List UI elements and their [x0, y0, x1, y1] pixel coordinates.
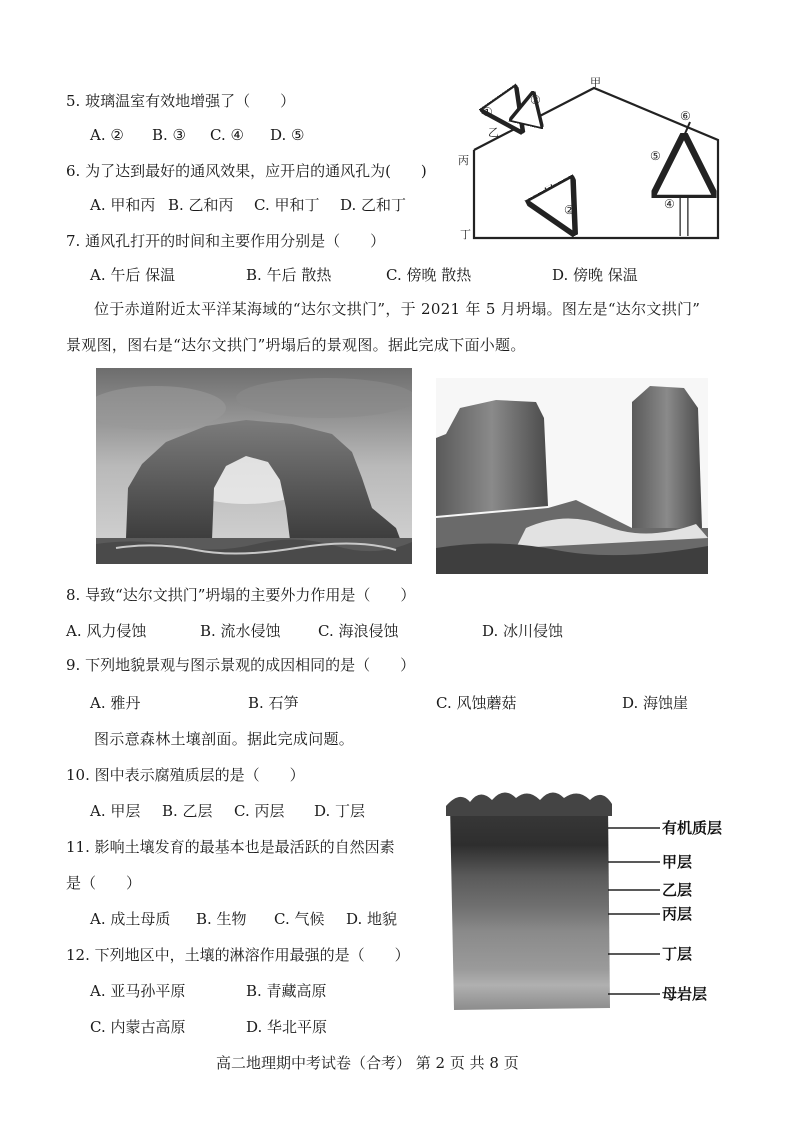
q7-option-a: A. 午后 保温	[90, 266, 176, 284]
soil-label-ding: 丁层	[662, 945, 693, 963]
page-footer: 高二地理期中考试卷（合考） 第 2 页 共 8 页	[216, 1054, 519, 1072]
q10-option-b: B. 乙层	[162, 802, 213, 820]
q9-stem: 9. 下列地貌景观与图示景观的成因相同的是（ ）	[66, 656, 416, 674]
q5-option-d: D. ⑤	[270, 126, 305, 144]
grass-top	[446, 792, 612, 816]
label-ding: 丁	[460, 228, 471, 241]
label-arrow-5: ⑤	[650, 149, 661, 163]
q10-option-a: A. 甲层	[90, 802, 141, 820]
q5-stem: 5. 玻璃温室有效地增强了（ ）	[66, 92, 296, 110]
label-jia: 甲	[590, 76, 601, 89]
soil-label-bing: 丙层	[662, 905, 693, 923]
q11-option-b: B. 生物	[196, 910, 247, 928]
q11-option-c: C. 气候	[274, 910, 325, 928]
q8-stem: 8. 导致“达尔文拱门”坍塌的主要外力作用是（ ）	[66, 586, 416, 604]
q5-option-c: C. ④	[210, 126, 244, 144]
arch-before-photo	[96, 368, 412, 564]
label-arrow-2: ②	[564, 203, 575, 217]
arch-after-photo	[436, 378, 708, 574]
q12-stem: 12. 下列地区中，土壤的淋溶作用最强的是（ ）	[66, 946, 410, 964]
q6-option-c: C. 甲和丁	[254, 196, 320, 214]
q7-option-c: C. 傍晚 散热	[386, 266, 472, 284]
label-arrow-1: ①	[482, 105, 493, 119]
q10-option-d: D. 丁层	[314, 802, 366, 820]
soil-label-bedrock: 母岩层	[662, 985, 708, 1003]
q9-option-c: C. 风蚀蘑菇	[436, 694, 517, 712]
q12-option-d: D. 华北平原	[246, 1018, 328, 1036]
greenhouse-diagram	[456, 76, 726, 248]
soil-label-organic: 有机质层	[662, 819, 723, 837]
label-arrow-4: ④	[664, 197, 675, 211]
soil-label-jia: 甲层	[662, 853, 693, 871]
q11-option-a: A. 成土母质	[90, 910, 171, 928]
label-bing: 丙	[458, 154, 469, 167]
passage-soil: 图示意森林土壤剖面。据此完成问题。	[94, 730, 355, 748]
q11-option-d: D. 地貌	[346, 910, 398, 928]
label-arrow-6: ⑥	[680, 109, 691, 123]
label-arrow-3: ③	[530, 93, 541, 107]
q6-stem: 6. 为了达到最好的通风效果，应开启的通风孔为( )	[66, 162, 427, 180]
q12-option-a: A. 亚马孙平原	[90, 982, 186, 1000]
q9-option-d: D. 海蚀崖	[622, 694, 689, 712]
q11-stem-line1: 11. 影响土壤发育的最基本也是最活跃的自然因素	[66, 838, 395, 856]
q8-option-a: A. 风力侵蚀	[66, 622, 147, 640]
label-yi: 乙	[488, 126, 499, 139]
q11-stem-line2: 是（ ）	[66, 874, 142, 892]
q5-option-b: B. ③	[152, 126, 187, 144]
q7-stem: 7. 通风孔打开的时间和主要作用分别是（ ）	[66, 232, 386, 250]
q12-option-c: C. 内蒙古高原	[90, 1018, 186, 1036]
soil-label-yi: 乙层	[662, 881, 693, 899]
q8-option-d: D. 冰川侵蚀	[482, 622, 564, 640]
q6-option-b: B. 乙和丙	[168, 196, 234, 214]
q8-option-c: C. 海浪侵蚀	[318, 622, 399, 640]
q9-option-b: B. 石笋	[248, 694, 299, 712]
q5-option-a: A. ②	[90, 126, 124, 144]
q7-option-b: B. 午后 散热	[246, 266, 332, 284]
soil-profile-diagram	[440, 786, 740, 1022]
passage-arch-line1: 位于赤道附近太平洋某海域的“达尔文拱门”，于 2021 年 5 月坍塌。图左是“达尔文拱门”	[94, 300, 701, 318]
q9-option-a: A. 雅丹	[90, 694, 141, 712]
passage-arch-line2: 景观图，图右是“达尔文拱门”坍塌后的景观图。据此完成下面小题。	[66, 336, 526, 354]
q6-option-d: D. 乙和丁	[340, 196, 407, 214]
q6-option-a: A. 甲和丙	[90, 196, 156, 214]
q12-option-b: B. 青藏高原	[246, 982, 327, 1000]
q7-option-d: D. 傍晚 保温	[552, 266, 638, 284]
q8-option-b: B. 流水侵蚀	[200, 622, 281, 640]
soil-column	[450, 804, 610, 1010]
q10-option-c: C. 丙层	[234, 802, 285, 820]
q10-stem: 10. 图中表示腐殖质层的是（ ）	[66, 766, 305, 784]
